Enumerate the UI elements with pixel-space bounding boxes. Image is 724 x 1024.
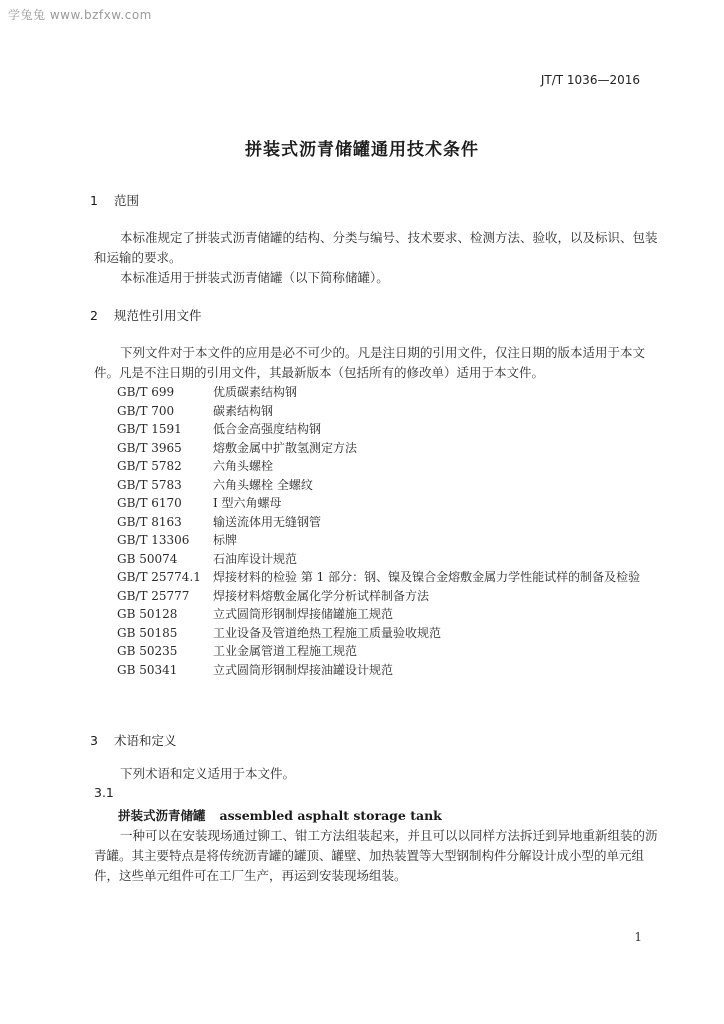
term-number: 3.1	[94, 785, 114, 800]
reference-item	[117, 587, 662, 606]
reference-item	[117, 550, 662, 569]
reference-code: GB 50341	[117, 662, 178, 677]
reference-code: GB/T 699	[117, 385, 175, 399]
scope-paragraph-1: 本标准规定了拼装式沥青储罐的结构、分类与编号、技术要求、检测方法、验收，以及标识、包装和运输的要求。	[94, 230, 658, 265]
reference-code: GB/T 5783	[117, 477, 182, 492]
reference-item	[117, 402, 662, 421]
reference-item	[117, 568, 662, 587]
reference-code: GB/T 3965	[117, 440, 182, 455]
section-2-heading	[90, 306, 202, 324]
term-heading	[118, 806, 442, 824]
reference-list	[117, 383, 662, 679]
reference-title: 立式圆筒形钢制焊接油罐设计规范	[213, 662, 394, 677]
reference-title: 六角头螺栓	[213, 459, 274, 473]
standard-code: JT/T 1036—2016	[540, 73, 640, 87]
reference-item	[117, 661, 662, 680]
reference-code: GB/T 25774.1	[117, 570, 201, 584]
section-title: 规范性引用文件	[114, 308, 202, 323]
reference-item	[117, 513, 662, 532]
section-3-heading	[90, 731, 177, 749]
reference-code: GB 50235	[117, 644, 178, 658]
document-title: 拼装式沥青储罐通用技术条件	[245, 140, 479, 160]
reference-title: 焊接材料熔敷金属化学分析试样制备方法	[213, 588, 430, 603]
section-number: 3	[90, 733, 98, 748]
reference-title: 熔敷金属中扩散氢测定方法	[213, 440, 358, 455]
reference-item	[117, 531, 662, 550]
scope-paragraph-2: 本标准适用于拼装式沥青储罐（以下简称储罐）。	[120, 270, 389, 285]
term-definition: 一种可以在安装现场通过铆工、钳工方法组装起来，并且可以以同样方法拆迁到异地重新组装的沥青罐。其主要特点是将传统沥青罐的罐顶、罐壁、加热装置等大型钢制构件分解设计成小型的单元组件，这些单元组件可在工厂生产，再运到安装现场组装。	[94, 828, 658, 883]
section-number: 1	[90, 193, 98, 208]
reference-title: 立式圆筒形钢制焊接储罐施工规范	[213, 607, 394, 621]
term-english: assembled asphalt storage tank	[219, 808, 442, 823]
terms-intro: 下列术语和定义适用于本文件。	[120, 766, 296, 781]
reference-item	[117, 476, 662, 495]
term-chinese: 拼装式沥青储罐	[118, 808, 206, 823]
reference-title: 低合金高强度结构钢	[213, 422, 322, 436]
reference-item	[117, 605, 662, 624]
reference-code: GB/T 6170	[117, 496, 182, 510]
watermark: 学兔兔 www.bzfxw.com	[8, 8, 152, 22]
reference-title: 工业设备及管道绝热工程施工质量验收规范	[213, 625, 442, 640]
section-number: 2	[90, 308, 98, 323]
reference-item	[117, 439, 662, 458]
section-title: 术语和定义	[114, 733, 177, 748]
reference-title: 石油库设计规范	[213, 551, 298, 566]
reference-title: 焊接材料的检验 第 1 部分：钢、镍及镍合金熔敷金属力学性能试样的制备及检验	[213, 570, 641, 584]
section-title: 范围	[114, 193, 140, 208]
reference-code: GB 50185	[117, 625, 178, 640]
reference-title: 六角头螺栓 全螺纹	[213, 477, 313, 492]
reference-item	[117, 457, 662, 476]
reference-code: GB/T 1591	[117, 422, 182, 436]
section-1-heading	[90, 191, 139, 209]
norm-refs-intro: 下列文件对于本文件的应用是必不可少的。凡是注日期的引用文件，仅注日期的版本适用于本文件。凡是不注日期的引用文件，其最新版本（包括所有的修改单）适用于本文件。	[94, 345, 646, 380]
reference-item	[117, 383, 662, 402]
page-number: 1	[634, 930, 642, 944]
reference-item	[117, 420, 662, 439]
reference-code: GB/T 700	[117, 403, 175, 418]
reference-code: GB 50128	[117, 607, 178, 621]
reference-code: GB/T 8163	[117, 514, 182, 529]
reference-title: 碳素结构钢	[213, 403, 274, 418]
reference-title: I 型六角螺母	[213, 496, 282, 510]
reference-item	[117, 642, 662, 661]
reference-code: GB/T 25777	[117, 588, 190, 603]
reference-code: GB/T 5782	[117, 459, 182, 473]
reference-title: 工业金属管道工程施工规范	[213, 644, 358, 658]
reference-code: GB/T 13306	[117, 533, 190, 547]
reference-title: 标牌	[213, 533, 238, 547]
reference-code: GB 50074	[117, 551, 178, 566]
reference-item	[117, 494, 662, 513]
reference-title: 优质碳素结构钢	[213, 385, 298, 399]
reference-item	[117, 624, 662, 643]
reference-title: 输送流体用无缝钢管	[213, 514, 322, 529]
